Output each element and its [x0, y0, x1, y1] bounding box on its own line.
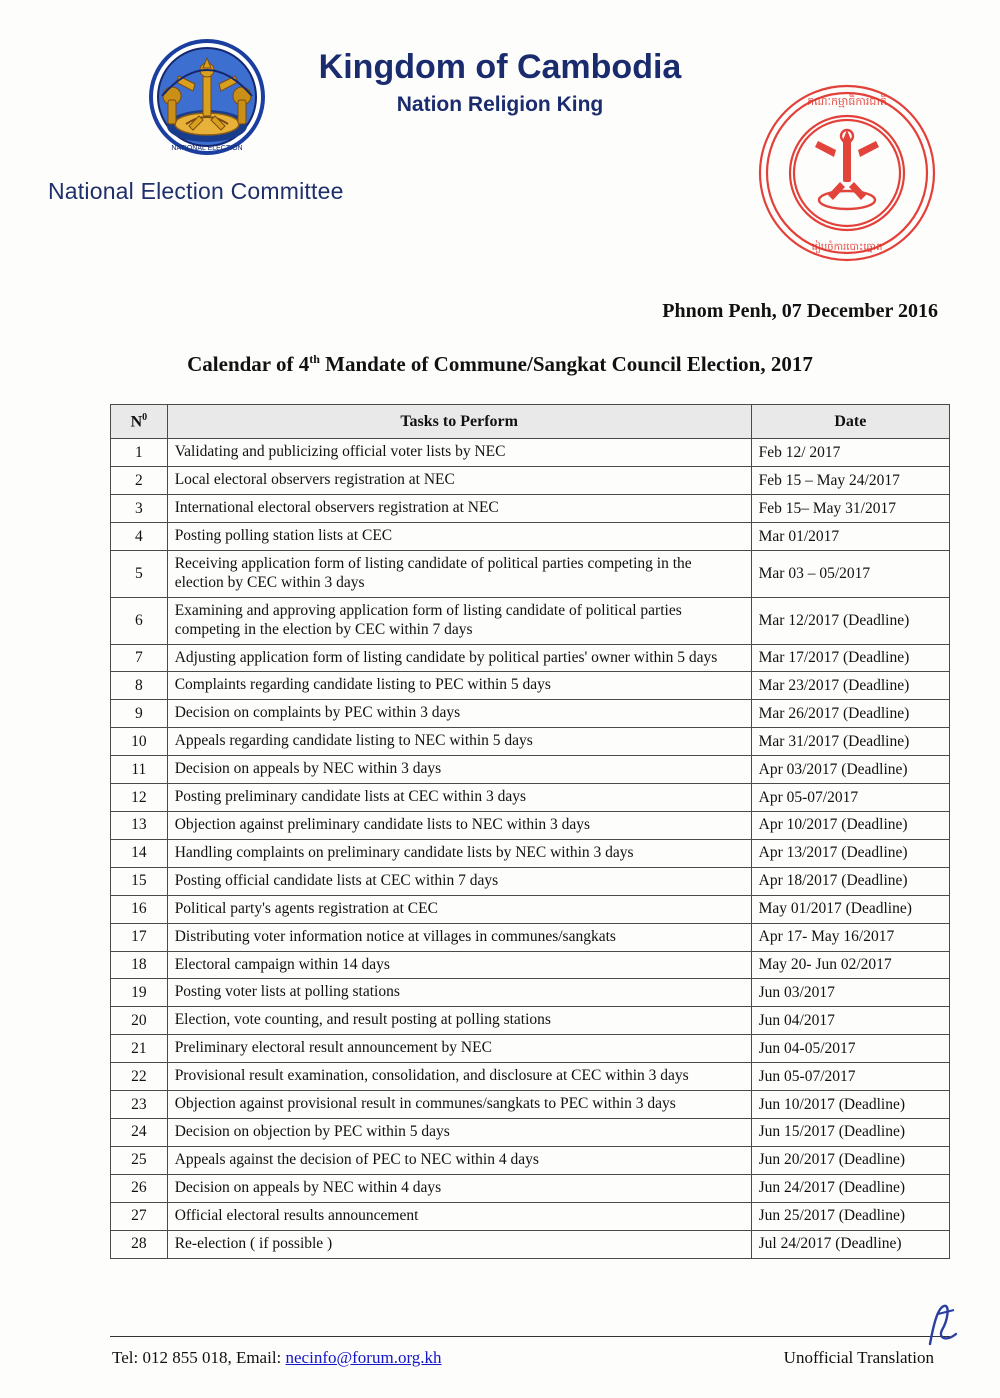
row-date: Mar 23/2017 (Deadline): [751, 672, 949, 700]
row-number: 4: [111, 523, 168, 551]
row-number: 11: [111, 756, 168, 784]
row-number: 14: [111, 839, 168, 867]
table-row: [111, 756, 950, 784]
row-number: 6: [111, 597, 168, 644]
row-date: Mar 26/2017 (Deadline): [751, 700, 949, 728]
row-task: Distributing voter information notice at villages in communes/sangkats: [167, 923, 751, 951]
table-row: [111, 644, 950, 672]
row-number: 28: [111, 1230, 168, 1258]
row-task: Decision on appeals by NEC within 4 days: [167, 1174, 751, 1202]
row-task: Complaints regarding candidate listing to PEC within 5 days: [167, 672, 751, 700]
row-number: 17: [111, 923, 168, 951]
row-date: Feb 12/ 2017: [751, 439, 949, 467]
table-row: [111, 1174, 950, 1202]
footer-divider: [110, 1336, 950, 1337]
kingdom-title: Kingdom of Cambodia: [318, 48, 682, 86]
row-date: Apr 18/2017 (Deadline): [751, 867, 949, 895]
row-task: Decision on appeals by NEC within 3 days: [167, 756, 751, 784]
row-number: 21: [111, 1035, 168, 1063]
official-seal-icon: [752, 78, 942, 268]
row-task: Local electoral observers registration at NEC: [167, 467, 751, 495]
row-date: Jun 04/2017: [751, 1007, 949, 1035]
table-row: [111, 495, 950, 523]
table-row: [111, 951, 950, 979]
row-date: Apr 13/2017 (Deadline): [751, 839, 949, 867]
svg-text:NATIONAL ELECTION: NATIONAL ELECTION: [171, 145, 243, 152]
place-and-date: Phnom Penh, 07 December 2016: [662, 300, 938, 322]
row-date: Apr 05-07/2017: [751, 784, 949, 812]
row-task: Handling complaints on preliminary candidate lists by NEC within 3 days: [167, 839, 751, 867]
table-row: [111, 1063, 950, 1091]
row-task: Objection against preliminary candidate lists to NEC within 3 days: [167, 812, 751, 840]
footer-email-link[interactable]: necinfo@forum.org.kh: [285, 1348, 442, 1367]
table-row: [111, 1202, 950, 1230]
table-row: [111, 867, 950, 895]
row-task: Re-election ( if possible ): [167, 1230, 751, 1258]
page-title-part2: Mandate of Commune/Sangkat Council Election, 2017: [319, 352, 813, 376]
row-number: 23: [111, 1091, 168, 1119]
row-number: 9: [111, 700, 168, 728]
footer-note: Unofficial Translation: [783, 1348, 934, 1367]
row-number: 24: [111, 1118, 168, 1146]
footer-contact-prefix: Tel: 012 855 018, Email:: [112, 1348, 286, 1367]
row-number: 19: [111, 979, 168, 1007]
row-date: Jul 24/2017 (Deadline): [751, 1230, 949, 1258]
table-row: [111, 467, 950, 495]
row-date: Jun 20/2017 (Deadline): [751, 1146, 949, 1174]
footer-contact: [112, 1348, 442, 1368]
table-row: [111, 895, 950, 923]
table-row: [111, 523, 950, 551]
row-number: 12: [111, 784, 168, 812]
column-header-date: Date: [751, 405, 949, 439]
row-task: Objection against provisional result in communes/sangkats to PEC within 3 days: [167, 1091, 751, 1119]
row-number: 15: [111, 867, 168, 895]
svg-text:រៀបចំការបោះឆ្នោត: រៀបចំការបោះឆ្នោត: [811, 242, 883, 253]
row-date: Jun 15/2017 (Deadline): [751, 1118, 949, 1146]
row-number: 22: [111, 1063, 168, 1091]
row-date: Jun 25/2017 (Deadline): [751, 1202, 949, 1230]
row-date: Feb 15 – May 24/2017: [751, 467, 949, 495]
row-number: 13: [111, 812, 168, 840]
organization-name: National Election Committee: [48, 178, 344, 204]
row-date: Mar 01/2017: [751, 523, 949, 551]
row-number: 10: [111, 728, 168, 756]
column-header-no-sup: 0: [142, 412, 148, 423]
row-task: Appeals regarding candidate listing to NEC within 5 days: [167, 728, 751, 756]
row-number: 5: [111, 550, 168, 597]
row-date: Apr 17- May 16/2017: [751, 923, 949, 951]
row-task: Electoral campaign within 14 days: [167, 951, 751, 979]
table-head: [111, 405, 950, 439]
row-number: 25: [111, 1146, 168, 1174]
table-row: [111, 672, 950, 700]
row-date: Feb 15– May 31/2017: [751, 495, 949, 523]
row-task: Posting polling station lists at CEC: [167, 523, 751, 551]
table-row: [111, 1035, 950, 1063]
document-header: [0, 0, 1000, 253]
table-row: [111, 839, 950, 867]
signature-mark-icon: [924, 1300, 964, 1348]
row-date: Jun 10/2017 (Deadline): [751, 1091, 949, 1119]
row-date: Jun 04-05/2017: [751, 1035, 949, 1063]
row-number: 8: [111, 672, 168, 700]
row-task: Examining and approving application form of listing candidate of political parties competing in the election by CEC within 7 days: [167, 597, 751, 644]
row-date: Jun 03/2017: [751, 979, 949, 1007]
row-number: 26: [111, 1174, 168, 1202]
page-title-part1: Calendar of 4: [187, 352, 310, 376]
row-task: Provisional result examination, consolidation, and disclosure at CEC within 3 days: [167, 1063, 751, 1091]
row-date: Apr 10/2017 (Deadline): [751, 812, 949, 840]
table-body: [111, 439, 950, 1258]
row-task: Posting preliminary candidate lists at CEC within 3 days: [167, 784, 751, 812]
row-task: Election, vote counting, and result posting at polling stations: [167, 1007, 751, 1035]
row-task: Receiving application form of listing candidate of political parties competing in the election by CEC within 3 days: [167, 550, 751, 597]
table-row: [111, 1091, 950, 1119]
table-row: [111, 1230, 950, 1258]
row-number: 18: [111, 951, 168, 979]
row-number: 16: [111, 895, 168, 923]
column-header-task: Tasks to Perform: [167, 405, 751, 439]
page-title: [0, 352, 1000, 377]
table-row: [111, 923, 950, 951]
row-date: Mar 17/2017 (Deadline): [751, 644, 949, 672]
calendar-table-wrapper: [110, 404, 950, 1259]
row-task: Political party's agents registration at CEC: [167, 895, 751, 923]
page-title-ordinal: th: [309, 352, 320, 366]
table-row: [111, 784, 950, 812]
row-date: Jun 24/2017 (Deadline): [751, 1174, 949, 1202]
row-date: May 01/2017 (Deadline): [751, 895, 949, 923]
table-row: [111, 728, 950, 756]
table-row: [111, 979, 950, 1007]
column-header-no-label: N: [130, 413, 143, 431]
row-number: 27: [111, 1202, 168, 1230]
calendar-table: [110, 404, 950, 1259]
row-number: 20: [111, 1007, 168, 1035]
row-task: Appeals against the decision of PEC to NEC within 4 days: [167, 1146, 751, 1174]
table-header-row: [111, 405, 950, 439]
national-motto: Nation Religion King: [396, 93, 604, 116]
row-task: Decision on objection by PEC within 5 days: [167, 1118, 751, 1146]
row-task: Posting voter lists at polling stations: [167, 979, 751, 1007]
row-number: 2: [111, 467, 168, 495]
table-row: [111, 1118, 950, 1146]
row-task: International electoral observers registration at NEC: [167, 495, 751, 523]
table-row: [111, 550, 950, 597]
table-row: [111, 1146, 950, 1174]
row-task: Preliminary electoral result announcement by NEC: [167, 1035, 751, 1063]
row-date: Mar 12/2017 (Deadline): [751, 597, 949, 644]
svg-text:គណៈកម្មាធិការជាតិ: គណៈកម្មាធិការជាតិ: [807, 96, 887, 108]
column-header-no: [111, 405, 168, 439]
row-date: Mar 03 – 05/2017: [751, 550, 949, 597]
table-row: [111, 700, 950, 728]
row-date: Jun 05-07/2017: [751, 1063, 949, 1091]
row-date: Mar 31/2017 (Deadline): [751, 728, 949, 756]
row-date: May 20- Jun 02/2017: [751, 951, 949, 979]
table-row: [111, 597, 950, 644]
table-row: [111, 812, 950, 840]
row-task: Official electoral results announcement: [167, 1202, 751, 1230]
row-number: 3: [111, 495, 168, 523]
table-row: [111, 1007, 950, 1035]
row-task: Adjusting application form of listing candidate by political parties' owner within 5 days: [167, 644, 751, 672]
row-number: 7: [111, 644, 168, 672]
row-date: Apr 03/2017 (Deadline): [751, 756, 949, 784]
row-task: Posting official candidate lists at CEC within 7 days: [167, 867, 751, 895]
row-task: Decision on complaints by PEC within 3 days: [167, 700, 751, 728]
row-number: 1: [111, 439, 168, 467]
row-task: Validating and publicizing official voter lists by NEC: [167, 439, 751, 467]
table-row: [111, 439, 950, 467]
